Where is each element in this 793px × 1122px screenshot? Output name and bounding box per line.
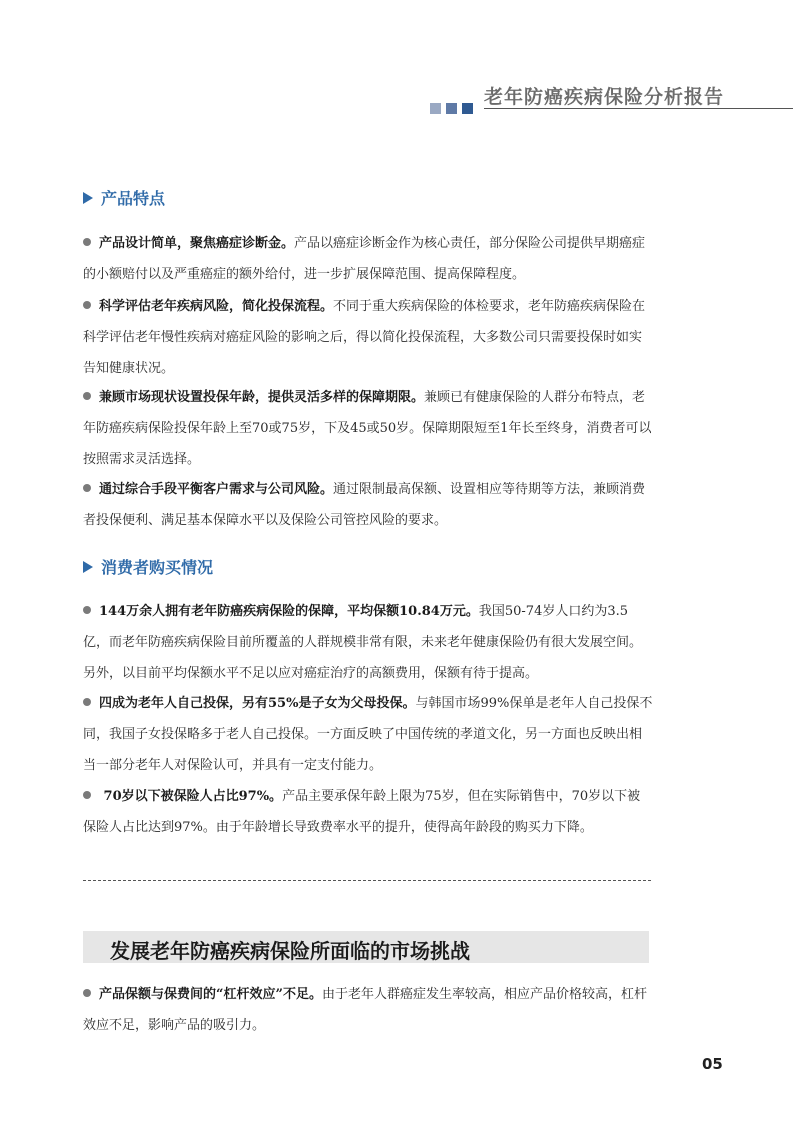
item-text: 由于老年人群癌症发生率较高，相应产品价格较高，杠杆效应不足，影响产品的吸引力。 <box>83 987 647 1033</box>
challenge-title: 发展老年防癌疾病保险所面临的市场挑战 <box>110 939 470 963</box>
item-lead: 兼顾市场现状设置投保年龄，提供灵活多样的保障期限。 <box>99 390 425 405</box>
section-title: 产品特点 <box>101 189 166 208</box>
page-number: 05 <box>702 1055 723 1073</box>
header-square-3 <box>462 103 473 114</box>
header-square-1 <box>430 103 441 114</box>
triangle-bullet-icon <box>83 192 93 204</box>
bullet-dot-icon <box>83 698 91 706</box>
report-title: 老年防癌疾病保险分析报告 <box>484 86 725 108</box>
item-lead: 通过综合手段平衡客户需求与公司风险。 <box>99 482 334 497</box>
list-item <box>83 291 653 384</box>
section-heading-product-features <box>83 186 165 209</box>
bullet-dot-icon <box>83 238 91 246</box>
item-text: 产品主要承保年龄上限为75岁，但在实际销售中，70岁以下被保险人占比达到97%。由于年龄增长导致费率水平的提升，使得高年龄段的购买力下降。 <box>83 789 641 835</box>
item-lead: 144万余人拥有老年防癌疾病保险的保障，平均保额10.84万元。 <box>99 604 479 619</box>
item-text: 兼顾已有健康保险的人群分布特点，老年防癌疾病保险投保年龄上至70或75岁，下及45或50岁。保障期限短至1年长至终身，消费者可以按照需求灵活选择。 <box>83 390 652 467</box>
bullet-dot-icon <box>83 301 91 309</box>
list-item <box>83 382 653 475</box>
bullet-dot-icon <box>83 484 91 492</box>
list-item <box>83 474 653 536</box>
item-lead: 产品设计简单，聚焦癌症诊断金。 <box>99 236 295 251</box>
list-item <box>83 596 653 689</box>
bullet-dot-icon <box>83 791 91 799</box>
item-text: 产品以癌症诊断金作为核心责任，部分保险公司提供早期癌症的小额赔付以及严重癌症的额外给付，进一步扩展保障范围、提高保障程度。 <box>83 236 646 282</box>
item-lead: 70岁以下被保险人占比97%。 <box>99 789 283 804</box>
item-lead: 科学评估老年疾病风险，简化投保流程。 <box>99 299 334 314</box>
dashed-divider <box>83 880 651 881</box>
item-text: 通过限制最高保额、设置相应等待期等方法，兼顾消费者投保便利、满足基本保障水平以及保险公司管控风险的要求。 <box>83 482 646 528</box>
item-text: 不同于重大疾病保险的体检要求，老年防癌疾病保险在科学评估老年慢性疾病对癌症风险的影响之后，得以简化投保流程，大多数公司只需要投保时如实告知健康状况。 <box>83 299 646 376</box>
section-heading-consumer-purchases <box>83 555 213 578</box>
bullet-dot-icon <box>83 392 91 400</box>
header-rule <box>484 108 793 109</box>
item-text: 与韩国市场99%保单是老年人自己投保不同，我国子女投保略多于老人自己投保。一方面反映了中国传统的孝道文化，另一方面也反映出相当一部分老年人对保险认可，并具有一定支付能力。 <box>83 696 653 773</box>
triangle-bullet-icon <box>83 561 93 573</box>
item-text: 我国50-74岁人口约为3.5亿，而老年防癌疾病保险目前所覆盖的人群规模非常有限，未来老年健康保险仍有很大发展空间。另外，以目前平均保额水平不足以应对癌症治疗的高额费用，保额有待于提高。 <box>83 604 643 681</box>
item-lead: 四成为老年人自己投保，另有55%是子女为父母投保。 <box>99 696 416 711</box>
item-lead: 产品保额与保费间的“杠杆效应”不足。 <box>99 987 322 1002</box>
section-title: 消费者购买情况 <box>101 558 214 577</box>
list-item <box>83 228 653 290</box>
bullet-dot-icon <box>83 606 91 614</box>
list-item <box>83 979 653 1041</box>
bullet-dot-icon <box>83 989 91 997</box>
list-item <box>83 688 653 781</box>
list-item <box>83 781 653 843</box>
header-square-2 <box>446 103 457 114</box>
